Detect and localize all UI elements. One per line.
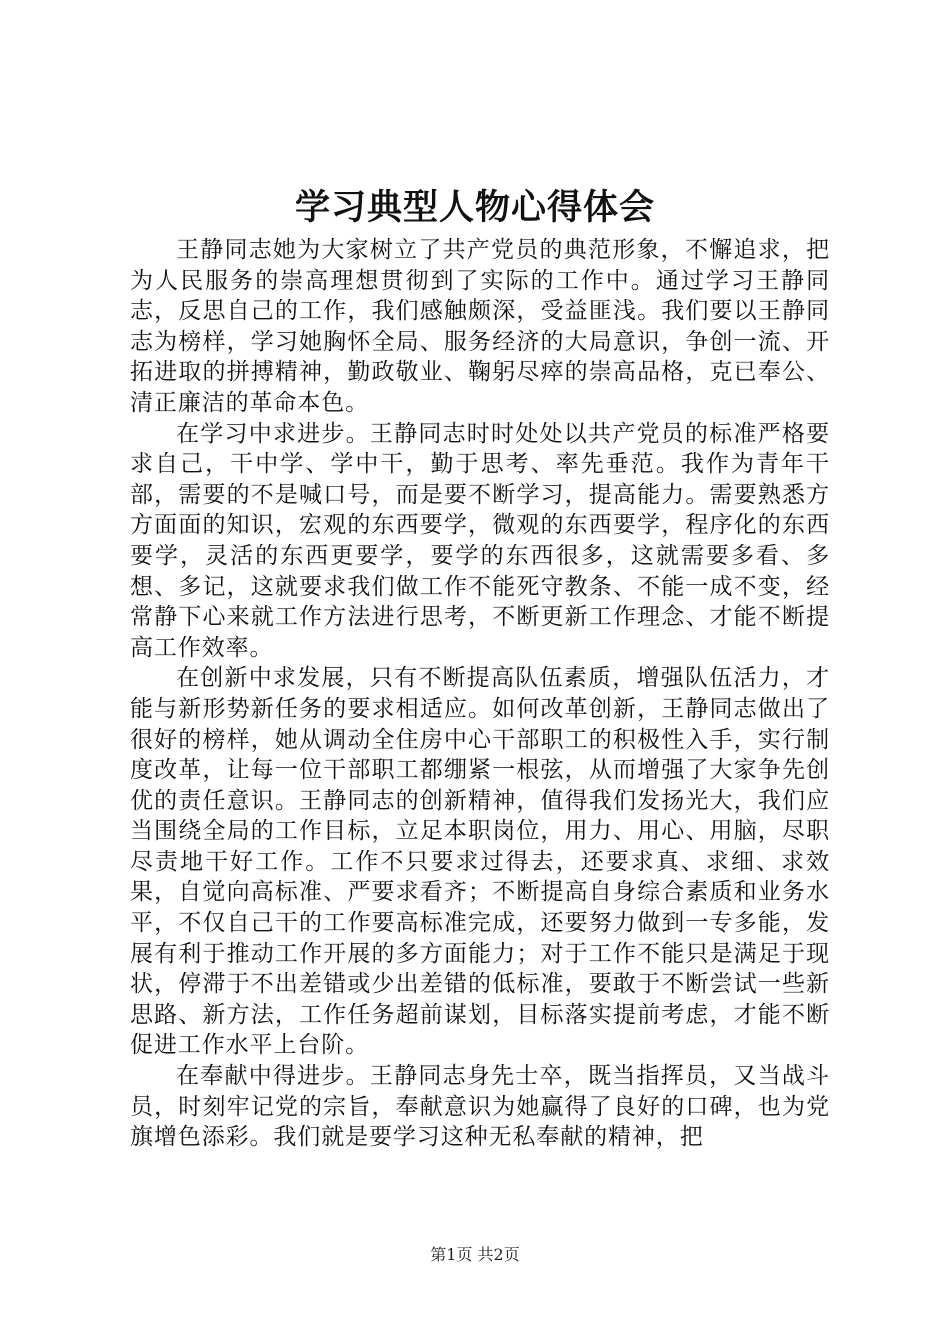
paragraph-4: 在奉献中得进步。王静同志身先士卒，既当指挥员，又当战斗员，时刻牢记党的宗旨，奉献意识为她赢得了良好的口碑，也为党旗增色添彩。我们就是要学习这种无私奉献的精神，把 bbox=[130, 1063, 830, 1151]
page-number-footer: 第1页 共2页 bbox=[430, 1245, 520, 1264]
paragraph-3: 在创新中求发展，只有不断提高队伍素质，增强队伍活力，才能与新形势新任务的要求相适应。如何改革创新，王静同志做出了很好的榜样，她从调动全住房中心干部职工的积极性入手，实行制度改革，让每一位干部职工都绷紧一根弦，从而增强了大家争先创优的责任意识。王静同志的创新精神，值得我们发扬光大，我们应当围绕全局的工作目标，立足本职岗位，用力、用心、用脑，尽职尽责地干好工作。工作不只要求过得去，还要求真、求细、求效果，自觉向高标准、严要求看齐；不断提高自身综合素质和业务水平，不仅自己干的工作要高标准完成，还要努力做到一专多能，发展有利于推动工作开展的多方面能力；对于工作不能只是满足于现状，停滞于不出差错或少出差错的低标准，要敢于不断尝试一些新思路、新方法，工作任务超前谋划，目标落实提前考虑，才能不断促进工作水平上台阶。 bbox=[130, 665, 830, 1059]
document-title: 学习典型人物心得体会 bbox=[294, 187, 655, 228]
paragraph-1: 王静同志她为大家树立了共产党员的典范形象，不懈追求，把为人民服务的崇高理想贯彻到了实际的工作中。通过学习王静同志，反思自己的工作，我们感触颇深，受益匪浅。我们要以王静同志为榜样，学习她胸怀全局、服务经济的大局意识，争创一流、开拓进取的拼搏精神，勤政敬业、鞠躬尽瘁的崇高品格，克已奉公、清正廉洁的革命本色。 bbox=[130, 237, 830, 416]
document-body bbox=[130, 235, 830, 1153]
paragraph-2: 在学习中求进步。王静同志时时处处以共产党员的标准严格要求自己，干中学、学中干，勤于思考、率先垂范。我作为青年干部，需要的不是喊口号，而是要不断学习，提高能力。需要熟悉方方面面的知识，宏观的东西要学，微观的东西要学，程序化的东西要学，灵活的东西更要学，要学的东西很多，这就需要多看、多想、多记，这就要求我们做工作不能死守教条、不能一成不变，经常静下心来就工作方法进行思考，不断更新工作理念、才能不断提高工作效率。 bbox=[130, 420, 830, 661]
